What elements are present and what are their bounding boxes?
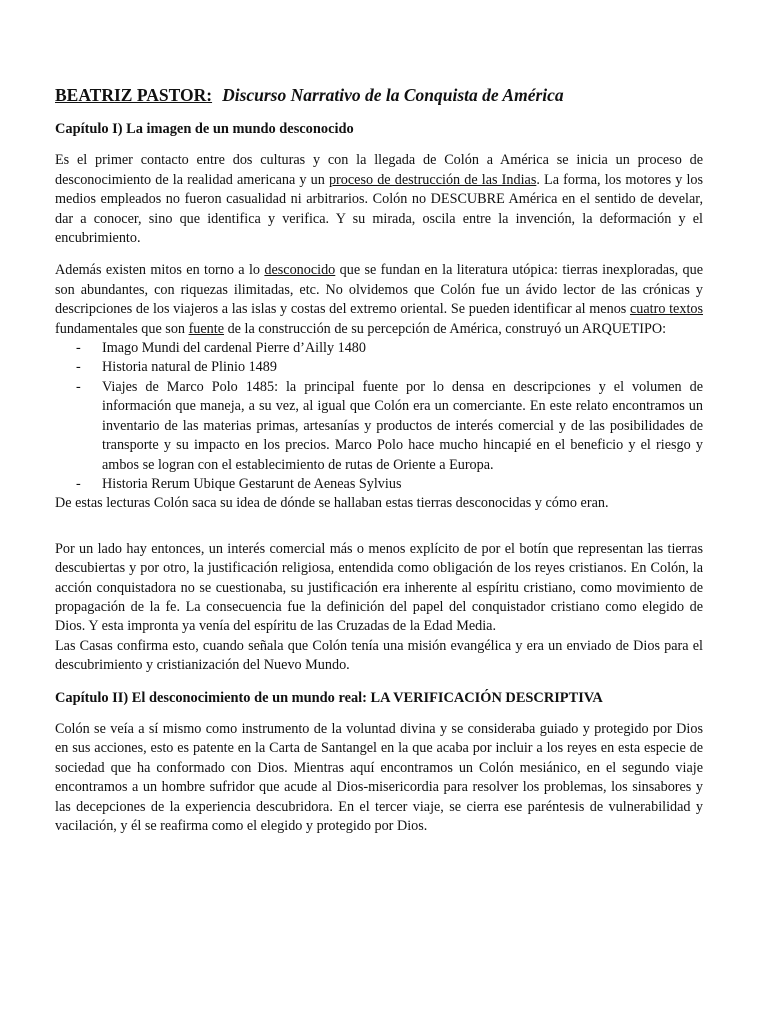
text-run: Además existen mitos en torno a lo [55,262,265,279]
chapter-1-heading: Capítulo I) La imagen de un mundo desconocido [55,121,354,137]
list-item-text: Viajes de Marco Polo 1485: la principal fuente por lo densa en descripciones y el volumen de información que maneja, a su vez, al igual que Colón era un comerciante. En este relato encontramos un inventario de las materias primas, artesanías y productos de interés comercial y de las posibilidades de transporte y su impacto en los precios. Marco Polo hace mucho hincapié en el beneficio y el riesgo y ambos se logran con el establecimiento de rutas de Oriente a Europa. [102,378,703,473]
list-item-text: Historia Rerum Ubique Gestarunt de Aeneas Sylvius [102,475,402,492]
list-item [55,339,703,358]
blank-line [55,527,703,540]
document-title [55,84,703,106]
chapter-1-paragraph-1 [55,151,703,248]
chapter-1-paragraph-2 [55,261,703,339]
list-item-text: Imago Mundi del cardenal Pierre d’Ailly 1480 [102,340,366,357]
chapter-2-heading: Capítulo II) El desconocimiento de un mundo real: LA VERIFICACIÓN DESCRIPTIVA [55,689,603,706]
text-run: fundamentales que son [55,320,189,337]
underlined-word: fuente [188,320,225,337]
text-run: que se fundan en la literatura utópica: tierras inexploradas, que son abundantes, con riquezas ilimitadas, etc. No olvidemos que Colón fue un ávido lector de las crónicas y descripciones de los viajeros a las islas y costas del extremo oriental. Se pueden identificar al menos [55,262,704,318]
title-author: BEATRIZ PASTOR: [55,85,213,105]
chapter-1-paragraph-3: Por un lado hay entonces, un interés comercial más o menos explícito de por el botín que representan las tierras descubiertas y por otro, la justificación religiosa, entendida como obligación de los reyes cristianos. En Colón, la acción conquistadora no se cuestionaba, su justificación era inherente al espíritu cristiano, como movimiento de propagación de la fe. La consecuencia fue la definición del papel del conquistador cristiano como elegido de Dios. Y esta impronta ya venía del espíritu de las Cruzadas de la Edad Media. [55,540,703,635]
list-item-text: Historia natural de Plinio 1489 [102,359,277,376]
list-dash: - [76,340,81,357]
title-work: Discurso Narrativo de la Conquista de América [222,85,564,105]
blank-line [55,514,703,527]
list-dash: - [76,475,81,492]
chapter-2-paragraph-1: Colón se veía a sí mismo como instrumento de la voluntad divina y se consideraba guiado y protegido por Dios en sus acciones, esto es patente en la Carta de Santangel en la que acaba por incluir a los reyes en esta especie de sociedad que ha conformado con Dios. Mientras aquí encontramos un Colón mesiánico, en el segundo viaje encontramos a un hombre sufridor que acude al Dios-misericordia para resolver los problemas, los sinsabores y las decepciones de la experiencia descubridora. En el tercer viaje, se cierra ese paréntesis de vulnerabilidad y vacilación, y él se reafirma como el elegido y protegido por Dios. [55,720,703,834]
list-dash: - [76,359,81,376]
text-run: Es el primer contacto entre dos culturas y con la llegada de Colón a América se inicia un proceso de desconocimiento de la realidad americana y un [55,152,703,188]
text-run: de la construcción de su percepción de América, construyó un ARQUETIPO: [224,320,667,337]
list-item [55,475,703,494]
list-item [55,358,703,377]
list-item [55,378,703,475]
source-texts-list [55,339,703,494]
underlined-phrase: cuatro textos [629,301,703,318]
text-run: . La forma, los motores y los medios empleados no fueron casualidad ni arbitrarios. Colón no DESCUBRE América en el sentido de develar, dar a conocer, sino que identifica y verifica. Y su mirada, oscila entre la invención, la deformación y el encubrimiento. [55,171,704,247]
underlined-phrase: proceso de destrucción de las Indias [328,171,537,188]
after-list-sentence: De estas lecturas Colón saca su idea de dónde se hallaban estas tierras desconocidas y cómo eran. [55,495,609,512]
document-page [55,84,703,849]
underlined-word: desconocido [264,262,336,279]
chapter-1-paragraph-4: Las Casas confirma esto, cuando señala que Colón tenía una misión evangélica y era un enviado de Dios para el descubrimiento y cristianización del Nuevo Mundo. [55,637,703,674]
list-dash: - [76,378,81,395]
